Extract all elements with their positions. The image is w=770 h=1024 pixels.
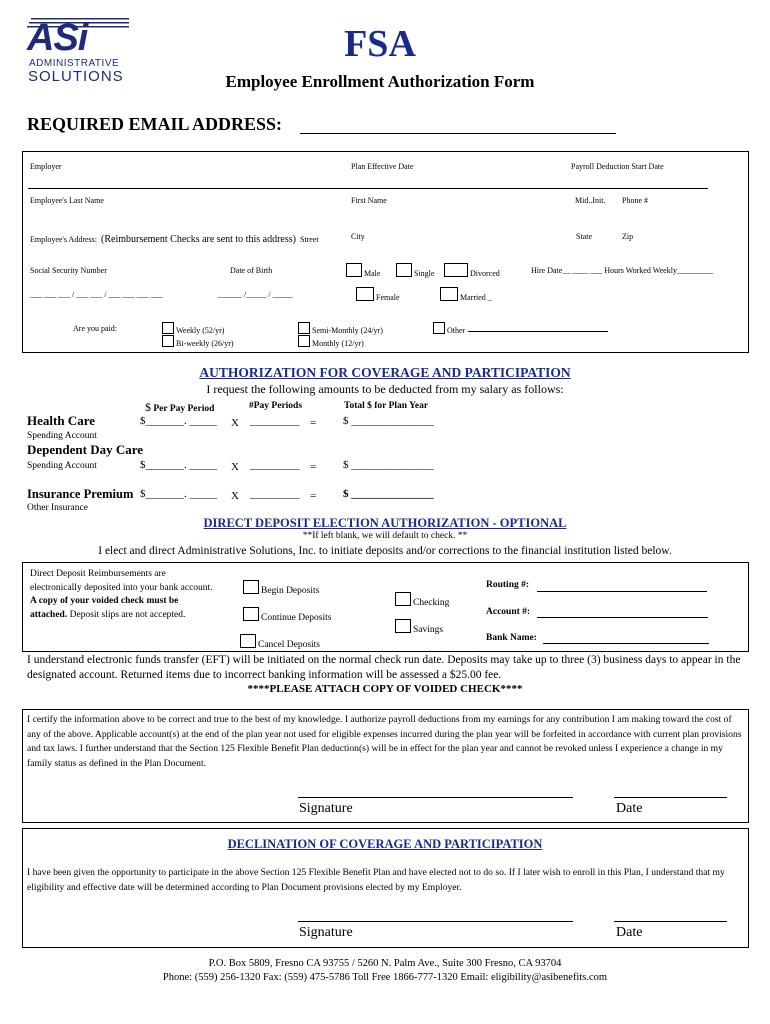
employer-line[interactable] <box>28 188 708 189</box>
plan-effective-label: Plan Effective Date <box>351 162 414 171</box>
health-x: X <box>231 417 239 429</box>
cancel-deposits-option[interactable]: Cancel Deposits <box>240 634 320 650</box>
hire-date-field[interactable]: Hire Date__ ____ ___ Hours Worked Weekly_________ <box>531 266 713 275</box>
address-row <box>30 229 319 247</box>
other-option[interactable]: Other <box>433 322 465 335</box>
routing-line[interactable] <box>537 591 707 592</box>
decline-title: DECLINATION OF COVERAGE AND PARTICIPATION <box>227 837 543 851</box>
logo-asi: ASi <box>27 17 88 59</box>
monthly-option[interactable]: Monthly (12/yr) <box>298 335 364 348</box>
dependent-total[interactable]: $ _______________ <box>343 459 434 471</box>
state-label: State <box>576 232 592 241</box>
dd-description: Direct Deposit Reimbursements are electronically deposited into your bank account. A copy of your voided check must be attached. Deposit slips are not accepted. <box>30 569 213 620</box>
other-insurance-label: Other Insurance <box>27 503 88 513</box>
account-label: Account #: <box>486 607 531 617</box>
insurance-label: Insurance Premium <box>27 487 134 501</box>
continue-deposits-option[interactable]: Continue Deposits <box>243 607 331 623</box>
certification-text: I certify the information above to be correct and true to the best of my knowledge. I authorize payroll deductions from my earnings for any contribution I am making toward the cost of any of the above. Applicable account(s) at the end of the plan year not used for eligible expenses incurred during the plan year will be forfeited in accordance with current plan provisions and tax laws. I further understand that the Section 125 Flexible Benefit Plan deduction(s) will be in effect for the plan year and cannot be revoked unless I experience a change in my family status as defined in the Plan Document. <box>27 714 742 769</box>
dependent-eq: = <box>310 461 317 473</box>
decline-date-line[interactable] <box>614 921 727 922</box>
female-checkbox[interactable] <box>356 287 374 301</box>
married-checkbox[interactable] <box>440 287 458 301</box>
logo-administrative: ADMINISTRATIVE <box>29 58 120 69</box>
decline-signature-line[interactable] <box>298 921 573 922</box>
checking-option[interactable]: Checking <box>395 592 449 608</box>
divorced-checkbox[interactable] <box>444 263 468 277</box>
are-you-paid-label: Are you paid: <box>73 324 117 333</box>
form-title: FSA <box>344 23 416 65</box>
col-pay-periods: #Pay Periods <box>249 401 303 411</box>
mid-init-label: Mid..Init. <box>575 196 606 205</box>
certify-signature-line[interactable] <box>298 797 573 798</box>
auth-intro: I request the following amounts to be deducted from my salary as follows: <box>206 382 564 396</box>
email-line[interactable] <box>300 133 616 134</box>
phone-label: Phone # <box>622 196 648 205</box>
certify-signature-label: Signature <box>299 801 353 816</box>
weekly-option[interactable]: Weekly (52/yr) <box>162 322 224 335</box>
weekly-checkbox[interactable] <box>162 322 174 334</box>
single-checkbox[interactable] <box>396 263 412 277</box>
decline-text: I have been given the opportunity to participate in the above Section 125 Flexible Benefit Plan and have elected not to do so. If I later wish to enroll in this Plan, I understand that my eligibility and effective date will be determined according to Plan Document provisions elected by my Employer. <box>27 867 725 893</box>
form-subtitle: Employee Enrollment Authorization Form <box>225 72 535 91</box>
semimonthly-checkbox[interactable] <box>298 322 310 334</box>
employer-label: Employer <box>30 162 62 171</box>
male-option[interactable]: Male <box>346 263 380 278</box>
dependent-x: X <box>231 461 239 473</box>
other-line[interactable] <box>468 331 608 332</box>
health-amount[interactable]: $_______. _____ <box>140 415 217 427</box>
bank-name-line[interactable] <box>543 643 709 644</box>
dob-blanks[interactable]: ______ /_____ / _____ <box>218 290 293 299</box>
first-name-label: First Name <box>351 196 387 205</box>
ssn-blanks[interactable]: ___ ___ ___ / ___ ___ / ___ ___ ___ ___ <box>30 290 163 299</box>
street-label: Street <box>299 235 319 244</box>
last-name-label: Employee's Last Name <box>30 196 104 205</box>
married-option[interactable]: Married _ <box>440 287 492 302</box>
insurance-eq: = <box>310 490 317 502</box>
certify-date-label: Date <box>616 801 643 816</box>
spending-account-1: Spending Account <box>27 431 97 441</box>
dd-title: DIRECT DEPOSIT ELECTION AUTHORIZATION - OPTIONAL <box>203 516 567 530</box>
health-periods[interactable]: _________ <box>250 415 300 427</box>
monthly-checkbox[interactable] <box>298 335 310 347</box>
dob-label: Date of Birth <box>230 266 273 275</box>
health-care-label: Health Care <box>27 413 95 428</box>
auth-title: AUTHORIZATION FOR COVERAGE AND PARTICIPATION <box>199 365 571 380</box>
female-option[interactable]: Female <box>356 287 400 302</box>
single-option[interactable]: Single <box>396 263 434 278</box>
biweekly-option[interactable]: Bi-weekly (26/yr) <box>162 335 234 348</box>
account-line[interactable] <box>537 617 708 618</box>
attach-check-note: ****PLEASE ATTACH COPY OF VOIDED CHECK**** <box>247 683 523 695</box>
dependent-periods[interactable]: _________ <box>250 459 300 471</box>
continue-deposits-checkbox[interactable] <box>243 607 259 621</box>
eft-text: I understand electronic funds transfer (EFT) will be initiated on the normal check run date. Deposits may take up to three (3) business days to appear in the designated account. Returned items due to incorrect banking information will be assessed a $25.00 fee. <box>27 654 741 681</box>
insurance-x: X <box>231 490 239 502</box>
footer-contact: Phone: (559) 256-1320 Fax: (559) 475-5786 Toll Free 1866-777-1320 Email: eligibility@asibenefits.com <box>162 972 608 983</box>
begin-deposits-option[interactable]: Begin Deposits <box>243 580 319 596</box>
male-checkbox[interactable] <box>346 263 362 277</box>
payroll-start-label: Payroll Deduction Start Date <box>571 162 664 171</box>
dd-elect: I elect and direct Administrative Solutions, Inc. to initiate deposits and/or corrections to the financial institution listed below. <box>98 545 672 557</box>
semimonthly-option[interactable]: Semi-Monthly (24/yr) <box>298 322 383 335</box>
employee-info-box <box>22 151 749 353</box>
health-total[interactable]: $ _______________ <box>343 415 434 427</box>
savings-option[interactable]: Savings <box>395 619 443 635</box>
certify-date-line[interactable] <box>614 797 727 798</box>
checking-checkbox[interactable] <box>395 592 411 606</box>
insurance-periods[interactable]: _________ <box>250 488 300 500</box>
insurance-total[interactable]: $ _______________ <box>343 488 434 500</box>
routing-label: Routing #: <box>486 580 530 590</box>
bank-name-label: Bank Name: <box>486 633 537 643</box>
dependent-amount[interactable]: $_______. _____ <box>140 459 217 471</box>
address-note: (Reimbursement Checks are sent to this address) <box>101 234 296 245</box>
decline-signature-label: Signature <box>299 925 353 940</box>
dd-note: **If left blank, we will default to check. ** <box>302 531 468 541</box>
spending-account-2: Spending Account <box>27 461 97 471</box>
savings-checkbox[interactable] <box>395 619 411 633</box>
logo-solutions: SOLUTIONS <box>28 68 124 85</box>
ssn-label: Social Security Number <box>30 266 107 275</box>
health-eq: = <box>310 417 317 429</box>
biweekly-checkbox[interactable] <box>162 335 174 347</box>
company-logo <box>25 12 135 85</box>
col-per-pay: $ Per Pay Period <box>145 400 215 414</box>
cancel-deposits-checkbox[interactable] <box>240 634 256 648</box>
other-checkbox[interactable] <box>433 322 445 334</box>
email-label: REQUIRED EMAIL ADDRESS: <box>27 114 283 134</box>
dependent-care-label: Dependent Day Care <box>27 442 144 457</box>
city-label: City <box>351 232 365 241</box>
decline-date-label: Date <box>616 925 643 940</box>
address-label: Employee's Address: <box>30 235 97 244</box>
col-total: Total $ for Plan Year <box>344 401 429 411</box>
divorced-option[interactable]: Divorced <box>444 263 500 278</box>
insurance-amount[interactable]: $_______. _____ <box>140 488 217 500</box>
zip-label: Zip <box>622 232 634 241</box>
begin-deposits-checkbox[interactable] <box>243 580 259 594</box>
footer-address: P.O. Box 5809, Fresno CA 93755 / 5260 N. Palm Ave., Suite 300 Fresno, CA 93704 <box>208 958 562 969</box>
